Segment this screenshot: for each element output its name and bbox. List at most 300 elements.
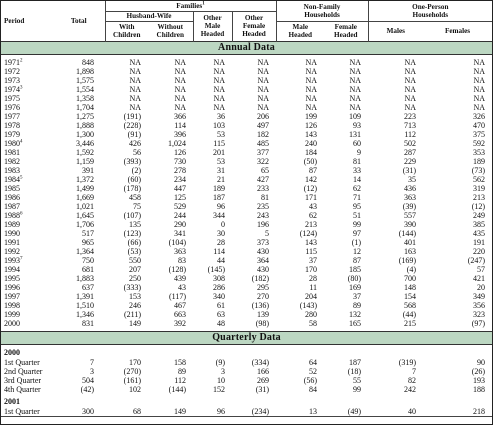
cell-value: NA bbox=[174, 102, 186, 112]
cell-value: 13 bbox=[309, 406, 318, 416]
cell-value: 242 bbox=[404, 384, 417, 394]
cell-value: 97 bbox=[353, 228, 362, 238]
row-period: 1974$^3$ bbox=[4, 84, 23, 94]
cell-value: 115 bbox=[213, 138, 225, 148]
row-period: 1986 bbox=[4, 192, 20, 202]
cell-value: 5 bbox=[265, 228, 270, 238]
cell-value: 295 bbox=[257, 282, 270, 292]
cell-value: 562 bbox=[473, 174, 486, 184]
cell-value: 148 bbox=[404, 282, 417, 292]
cell-value: 102 bbox=[129, 384, 141, 394]
cell-value: 730 bbox=[174, 156, 186, 166]
cell-value: 497 bbox=[257, 120, 270, 130]
cell-value: 965 bbox=[82, 237, 94, 247]
cell-value: NA bbox=[213, 84, 225, 94]
table-row bbox=[1, 407, 492, 416]
cell-value: 82 bbox=[408, 375, 417, 385]
table-row bbox=[1, 202, 492, 211]
cell-value: 430 bbox=[257, 246, 270, 256]
cell-value: 131 bbox=[349, 129, 362, 139]
cell-value: 326 bbox=[473, 111, 486, 121]
cell-value: 421 bbox=[473, 273, 486, 283]
cell-value: 1,300 bbox=[76, 129, 94, 139]
cell-value: 681 bbox=[82, 264, 94, 274]
quarterly-data-band-title: Quarterly Data bbox=[1, 331, 492, 344]
cell-value: 375 bbox=[473, 129, 486, 139]
cell-value: (66) bbox=[127, 237, 141, 247]
cell-value: (91) bbox=[127, 129, 141, 139]
cell-value: 373 bbox=[257, 237, 270, 247]
cell-value: 240 bbox=[305, 138, 318, 148]
cell-value: NA bbox=[305, 84, 318, 94]
cell-value: 60 bbox=[353, 138, 362, 148]
cell-value: 3 bbox=[221, 366, 225, 376]
cell-value: 114 bbox=[174, 120, 186, 130]
cell-value: 149 bbox=[129, 318, 141, 328]
table-row bbox=[1, 148, 492, 157]
table-row bbox=[1, 385, 492, 394]
cell-value: 341 bbox=[174, 228, 186, 238]
cell-value: 84 bbox=[309, 384, 318, 394]
cell-value: (319) bbox=[398, 357, 417, 367]
cell-value: 81 bbox=[261, 192, 270, 202]
cell-value: NA bbox=[213, 75, 225, 85]
cell-value: 165 bbox=[349, 318, 362, 328]
cell-value: 1,645 bbox=[76, 210, 94, 220]
cell-value: 114 bbox=[213, 246, 225, 256]
cell-value: 103 bbox=[213, 120, 225, 130]
row-period: 1st Quarter bbox=[4, 406, 40, 416]
cell-value: (333) bbox=[123, 282, 141, 292]
cell-value: 1,898 bbox=[76, 66, 94, 76]
cell-value: NA bbox=[404, 57, 417, 67]
cell-value: 436 bbox=[404, 183, 417, 193]
table-row bbox=[1, 220, 492, 229]
cell-value: 1,346 bbox=[76, 309, 94, 319]
table-row bbox=[1, 211, 492, 220]
cell-value: (393) bbox=[123, 156, 141, 166]
row-period: 1973 bbox=[4, 75, 20, 85]
cell-value: 90 bbox=[477, 357, 486, 367]
cell-value: 1,372 bbox=[76, 174, 94, 184]
cell-value: 322 bbox=[257, 156, 270, 166]
row-period: 1979 bbox=[4, 129, 20, 139]
cell-value: NA bbox=[213, 66, 225, 76]
cell-value: 3,446 bbox=[76, 138, 94, 148]
cell-value: 1,364 bbox=[76, 246, 94, 256]
table-row bbox=[1, 85, 492, 94]
cell-value: 568 bbox=[404, 300, 417, 310]
table-row bbox=[1, 367, 492, 376]
cell-value: 158 bbox=[174, 357, 186, 367]
cell-value: 700 bbox=[404, 273, 417, 283]
cell-value: (60) bbox=[127, 174, 141, 184]
cell-value: 235 bbox=[257, 201, 270, 211]
cell-value: 188 bbox=[473, 384, 486, 394]
cell-value: NA bbox=[174, 57, 186, 67]
cell-value: 1,888 bbox=[76, 120, 94, 130]
cell-value: 290 bbox=[174, 219, 186, 229]
cell-value: 171 bbox=[305, 192, 318, 202]
cell-value: 244 bbox=[174, 210, 186, 220]
cell-value: 1,499 bbox=[76, 183, 94, 193]
cell-value: 278 bbox=[174, 165, 186, 175]
cell-value: (12) bbox=[303, 183, 318, 193]
cell-value: 201 bbox=[213, 147, 225, 157]
header-with-children: With Children bbox=[105, 21, 148, 41]
cell-value: NA bbox=[129, 66, 141, 76]
cell-value: 154 bbox=[404, 291, 417, 301]
cell-value: NA bbox=[349, 84, 362, 94]
header-husband-wife: Husband-Wife bbox=[105, 11, 193, 21]
table-row bbox=[1, 292, 492, 301]
cell-value: NA bbox=[305, 57, 318, 67]
cell-value: (4) bbox=[406, 264, 417, 274]
table-row bbox=[1, 184, 492, 193]
table-row bbox=[1, 319, 492, 328]
cell-value: 87 bbox=[353, 255, 362, 265]
cell-value: 319 bbox=[473, 183, 486, 193]
cell-value: 1,275 bbox=[76, 111, 94, 121]
cell-value: 363 bbox=[404, 192, 417, 202]
cell-value: (178) bbox=[123, 183, 141, 193]
cell-value: (42) bbox=[80, 384, 94, 394]
header-females: Females bbox=[444, 27, 471, 35]
row-period: 1981 bbox=[4, 147, 20, 157]
cell-value: 163 bbox=[404, 246, 417, 256]
cell-value: 9 bbox=[357, 147, 362, 157]
cell-value: 126 bbox=[305, 120, 318, 130]
cell-value: (128) bbox=[168, 264, 186, 274]
cell-value: (234) bbox=[251, 406, 270, 416]
cell-value: 37 bbox=[309, 255, 318, 265]
cell-value: 1,159 bbox=[76, 156, 94, 166]
row-period: 4th Quarter bbox=[4, 384, 41, 394]
cell-value: 377 bbox=[257, 147, 270, 157]
cell-value: 12 bbox=[353, 246, 362, 256]
cell-value: 447 bbox=[174, 183, 186, 193]
cell-value: 1,592 bbox=[76, 147, 94, 157]
cell-value: 81 bbox=[353, 156, 362, 166]
cell-value: (123) bbox=[123, 228, 141, 238]
cell-value: 356 bbox=[473, 300, 486, 310]
cell-value: (169) bbox=[398, 255, 417, 265]
table-row bbox=[1, 265, 492, 274]
table-row bbox=[1, 58, 492, 67]
cell-value: 43 bbox=[309, 201, 318, 211]
cell-value: NA bbox=[404, 93, 417, 103]
cell-value: 89 bbox=[178, 366, 186, 376]
cell-value: 75 bbox=[133, 201, 141, 211]
cell-value: 33 bbox=[353, 165, 362, 175]
cell-value: NA bbox=[404, 66, 417, 76]
table-row bbox=[1, 274, 492, 283]
cell-value: 152 bbox=[213, 384, 225, 394]
cell-value: NA bbox=[257, 57, 270, 67]
cell-value: (53) bbox=[127, 246, 141, 256]
row-period: 1994 bbox=[4, 264, 20, 274]
cell-value: (247) bbox=[467, 255, 486, 265]
header-families: Families$^1$ bbox=[105, 1, 276, 11]
table-row bbox=[1, 310, 492, 319]
cell-value: 112 bbox=[174, 375, 186, 385]
table-row bbox=[1, 112, 492, 121]
cell-value: 1,575 bbox=[76, 75, 94, 85]
cell-value: 557 bbox=[404, 210, 417, 220]
cell-value: 170 bbox=[305, 264, 318, 274]
cell-value: 139 bbox=[257, 309, 270, 319]
cell-value: (1) bbox=[351, 237, 362, 247]
cell-value: 61 bbox=[217, 300, 225, 310]
cell-value: 28 bbox=[217, 237, 225, 247]
cell-value: NA bbox=[349, 57, 362, 67]
cell-value: 14 bbox=[353, 174, 362, 184]
cell-value: 435 bbox=[473, 228, 486, 238]
cell-value: (211) bbox=[123, 309, 141, 319]
header-other-female: Other Female Headed bbox=[232, 11, 276, 41]
cell-value: 223 bbox=[404, 111, 417, 121]
cell-value: 11 bbox=[309, 282, 318, 292]
header-nf-female: Female Headed bbox=[333, 23, 358, 39]
cell-value: 51 bbox=[353, 210, 362, 220]
cell-value: (117) bbox=[168, 291, 186, 301]
cell-value: 385 bbox=[473, 219, 486, 229]
cell-value: 191 bbox=[473, 237, 486, 247]
cell-value: 65 bbox=[261, 165, 270, 175]
cell-value: 153 bbox=[129, 291, 141, 301]
cell-value: (98) bbox=[255, 318, 270, 328]
table-row bbox=[1, 94, 492, 103]
cell-value: 1,391 bbox=[76, 291, 94, 301]
cell-value: 135 bbox=[129, 219, 141, 229]
cell-value: NA bbox=[349, 66, 362, 76]
cell-value: 187 bbox=[213, 192, 225, 202]
cell-value: 36 bbox=[217, 111, 225, 121]
cell-value: NA bbox=[257, 66, 270, 76]
footnote-marker: 4 bbox=[20, 138, 23, 144]
cell-value: 40 bbox=[408, 406, 417, 416]
cell-value: 349 bbox=[473, 291, 486, 301]
row-period: 3rd Quarter bbox=[4, 375, 42, 385]
cell-value: 220 bbox=[473, 246, 486, 256]
footnote-marker: 2 bbox=[20, 57, 23, 63]
cell-value: (50) bbox=[303, 156, 318, 166]
table-row bbox=[1, 256, 492, 265]
cell-value: NA bbox=[174, 84, 186, 94]
cell-value: 55 bbox=[353, 375, 362, 385]
cell-value: 529 bbox=[174, 201, 186, 211]
cell-value: 109 bbox=[349, 111, 362, 121]
cell-value: 58 bbox=[309, 318, 318, 328]
table-row bbox=[1, 103, 492, 112]
quarter-year-2000 bbox=[1, 348, 492, 358]
header-other-male: Other Male Headed bbox=[193, 11, 232, 41]
cell-value: 196 bbox=[257, 219, 270, 229]
cell-value: 233 bbox=[257, 183, 270, 193]
cell-value: 56 bbox=[133, 147, 141, 157]
row-period: 1996 bbox=[4, 282, 20, 292]
cell-value: 213 bbox=[305, 219, 318, 229]
quarterly-data-band bbox=[1, 331, 492, 344]
table-row bbox=[1, 238, 492, 247]
cell-value: 204 bbox=[305, 291, 318, 301]
cell-value: (31) bbox=[255, 384, 270, 394]
cell-value: 1,554 bbox=[76, 84, 94, 94]
cell-value: (80) bbox=[347, 273, 362, 283]
cell-value: 396 bbox=[174, 129, 186, 139]
cell-value: 99 bbox=[353, 384, 362, 394]
cell-value: 750 bbox=[82, 255, 94, 265]
table-row bbox=[1, 166, 492, 175]
cell-value: 96 bbox=[217, 406, 225, 416]
cell-value: (228) bbox=[123, 120, 141, 130]
cell-value: 35 bbox=[408, 174, 417, 184]
cell-value: 1,669 bbox=[76, 192, 94, 202]
cell-value: 57 bbox=[477, 264, 486, 274]
cell-value: 126 bbox=[174, 147, 186, 157]
cell-value: (97) bbox=[471, 318, 486, 328]
cell-value: 207 bbox=[129, 264, 141, 274]
table-row bbox=[1, 175, 492, 184]
cell-value: NA bbox=[305, 66, 318, 76]
row-period: 1988$^6$ bbox=[4, 210, 23, 220]
cell-value: NA bbox=[404, 84, 417, 94]
cell-value: 550 bbox=[129, 255, 141, 265]
cell-value: 166 bbox=[257, 366, 270, 376]
cell-value: 391 bbox=[82, 165, 94, 175]
cell-value: 68 bbox=[133, 406, 141, 416]
cell-value: 427 bbox=[257, 174, 270, 184]
cell-value: 504 bbox=[82, 375, 94, 385]
table-row bbox=[1, 121, 492, 130]
cell-value: 43 bbox=[178, 282, 186, 292]
row-period: 1989 bbox=[4, 219, 20, 229]
cell-value: 89 bbox=[353, 300, 362, 310]
cell-value: 637 bbox=[82, 282, 94, 292]
cell-value: 848 bbox=[82, 57, 94, 67]
cell-value: 0 bbox=[221, 219, 225, 229]
cell-value: NA bbox=[213, 57, 225, 67]
cell-value: (161) bbox=[123, 375, 141, 385]
cell-value: (144) bbox=[398, 228, 417, 238]
annual-data-title: Annual Data bbox=[1, 41, 492, 54]
cell-value: 287 bbox=[404, 147, 417, 157]
cell-value: 62 bbox=[353, 183, 362, 193]
cell-value: 215 bbox=[404, 318, 417, 328]
cell-value: 426 bbox=[129, 138, 141, 148]
cell-value: 269 bbox=[257, 375, 270, 385]
cell-value: (26) bbox=[471, 366, 486, 376]
cell-value: 470 bbox=[473, 120, 486, 130]
table-row bbox=[1, 193, 492, 202]
row-period: 1980$^4$ bbox=[4, 138, 23, 148]
cell-value: 246 bbox=[129, 300, 141, 310]
cell-value: NA bbox=[473, 93, 486, 103]
cell-value: 64 bbox=[309, 357, 318, 367]
cell-value: (56) bbox=[303, 375, 318, 385]
cell-value: 286 bbox=[213, 282, 225, 292]
cell-value: NA bbox=[257, 93, 270, 103]
footnote-marker: 7 bbox=[20, 255, 23, 261]
cell-value: (9) bbox=[215, 357, 225, 367]
row-period: 1977 bbox=[4, 111, 20, 121]
cell-value: 300 bbox=[82, 406, 94, 416]
cell-value: 467 bbox=[174, 300, 186, 310]
cell-value: 193 bbox=[473, 375, 486, 385]
cell-value: 170 bbox=[129, 357, 141, 367]
cell-value: (145) bbox=[207, 264, 225, 274]
cell-value: NA bbox=[305, 102, 318, 112]
footnote-marker: 5 bbox=[20, 174, 23, 180]
cell-value: NA bbox=[404, 102, 417, 112]
cell-value: NA bbox=[349, 93, 362, 103]
cell-value: (104) bbox=[168, 237, 186, 247]
header-nf-male: Male Headed bbox=[276, 21, 324, 41]
row-period: 2000 bbox=[4, 318, 20, 328]
cell-value: NA bbox=[473, 84, 486, 94]
cell-value: 53 bbox=[217, 156, 225, 166]
cell-value: 83 bbox=[178, 255, 186, 265]
cell-value: (12) bbox=[471, 201, 486, 211]
cell-value: 485 bbox=[257, 138, 270, 148]
households-table bbox=[1, 1, 492, 417]
cell-value: 95 bbox=[353, 201, 362, 211]
cell-value: 213 bbox=[473, 192, 486, 202]
cell-value: 143 bbox=[305, 237, 318, 247]
row-period: 1985 bbox=[4, 183, 20, 193]
cell-value: 3 bbox=[90, 366, 94, 376]
row-period: 1976 bbox=[4, 102, 20, 112]
cell-value: 713 bbox=[404, 120, 417, 130]
cell-value: NA bbox=[129, 93, 141, 103]
cell-value: NA bbox=[174, 66, 186, 76]
cell-value: (270) bbox=[123, 366, 141, 376]
cell-value: 189 bbox=[213, 183, 225, 193]
cell-value: 182 bbox=[257, 129, 270, 139]
cell-value: NA bbox=[257, 84, 270, 94]
row-period: 1993$^7$ bbox=[4, 255, 23, 265]
cell-value: 1,510 bbox=[76, 300, 94, 310]
table-row bbox=[1, 130, 492, 139]
cell-value: 390 bbox=[404, 219, 417, 229]
cell-value: 7 bbox=[90, 357, 94, 367]
cell-value: NA bbox=[129, 84, 141, 94]
row-period: 1998 bbox=[4, 300, 20, 310]
table-row bbox=[1, 229, 492, 238]
cell-value: 218 bbox=[473, 406, 486, 416]
header-total: Total bbox=[70, 16, 87, 25]
cell-value: 401 bbox=[404, 237, 417, 247]
cell-value: 592 bbox=[473, 138, 486, 148]
row-period: 1991 bbox=[4, 237, 20, 247]
cell-value: (334) bbox=[251, 357, 270, 367]
cell-value: (136) bbox=[251, 300, 270, 310]
cell-value: 62 bbox=[309, 210, 318, 220]
row-period: 1999 bbox=[4, 309, 20, 319]
cell-value: (31) bbox=[402, 165, 417, 175]
cell-value: 10 bbox=[217, 375, 225, 385]
cell-value: 53 bbox=[217, 129, 225, 139]
row-period: 1983 bbox=[4, 165, 20, 175]
cell-value: NA bbox=[213, 102, 225, 112]
row-period: 1990 bbox=[4, 228, 20, 238]
cell-value: 112 bbox=[404, 129, 417, 139]
row-period: 1995 bbox=[4, 273, 20, 283]
cell-value: 1,358 bbox=[76, 93, 94, 103]
cell-value: 1,706 bbox=[76, 219, 94, 229]
cell-value: 52 bbox=[309, 366, 318, 376]
table-row bbox=[1, 283, 492, 292]
